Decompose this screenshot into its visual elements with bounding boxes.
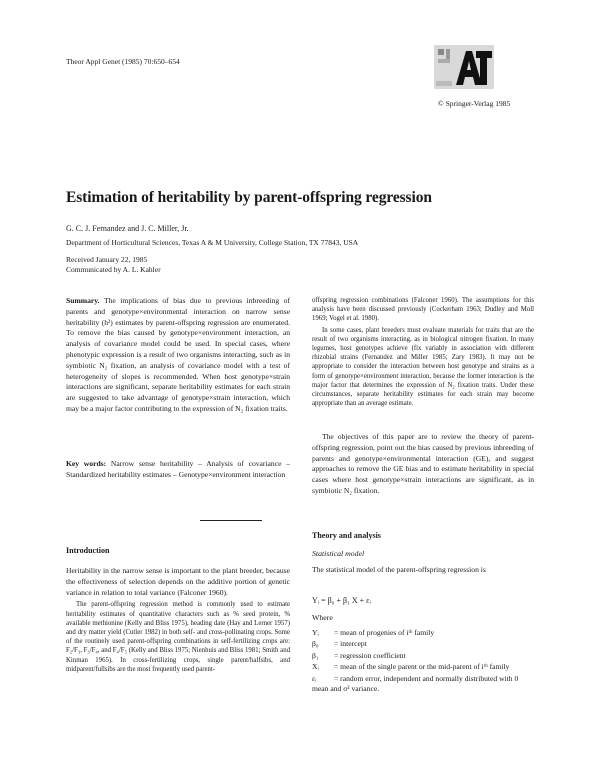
summary-text: The implications of bias due to previous inbreeding of parents and genotype×environmental interaction on narrow sense heritability (h²) estimates by parent-offspring regression are enumerated. To remove the bias caused by genotype×environment interaction, an analysis of covariance model could be used. In special cases, where phenotypic expression is a result of two organisms interacting, such as in symbiotic N₂ fixation, an analysis of covariance model with a test of heterogeneity of slopes is recommended. When host genotype×strain interactions are significant, separate heritability estimates for each strain are suggested to take advantage of genotype×strain interaction, which may be a major factor contributing to the expression of N₂ fixation traits. [66,296,290,413]
tag-logo-icon [432,41,496,93]
journal-logo [432,41,496,93]
journal-reference: Theor Appl Genet (1985) 70:650–654 [66,57,180,66]
introduction-heading: Introduction [66,546,110,555]
affiliation: Department of Horticultural Sciences, Texas A & M University, College Station, TX 77843, USA [66,238,359,247]
article-dates [66,255,161,275]
publisher-line: © Springer-Verlag 1985 [438,99,511,108]
received-date: Received January 22, 1985 [66,255,148,264]
summary-label: Summary. [66,296,100,305]
introduction-body [66,566,290,676]
keywords-block [66,459,290,481]
keywords-text: Narrow sense heritability – Analysis of covariance – Standardized heritability estimates – Genotype×environment interaction [66,459,290,479]
right-column-text [312,296,534,410]
objectives-text [312,432,534,499]
divider-rule [200,520,262,521]
definition-item: β₁ = regression coefficient [312,650,406,660]
definition-item: β₀ = intercept [312,639,367,649]
where-label: Where [312,613,333,622]
definition-item: εᵢ = random error, independent and normally distributed with 0 mean and σ² variance. [312,673,519,694]
theory-heading: Theory and analysis [312,531,381,540]
intro-paragraph-2: The parent-offspring regression method is commonly used to estimate heritability estimates of quantitative characters such as % seed protein, % available methionine (Kelly and Bliss 1975), heading date (Hay and Lerner 1957) and dry matter yield (Cutler 1982) in both self- and cross-pollinating crops. Some of the routinely used parent-offspring combinations in self-fertilizing crops are: F₂/F₃, F₃/F₄, and F₄/F₅ (Kelly and Bliss 1975; Nienhuis and Bliss 1981; Smith and Kinman 1965). In cross-fertilizing crops, single parent/halfsibs, and midparent/fullsibs are the most frequently used parent- [66,601,290,673]
communicated-by: Communicated by A. L. Kahler [66,265,161,274]
objectives-paragraph: The objectives of this paper are to review the theory of parent-offspring regression, point out the bias caused by previous inbreeding of parents and genotype×environmental interaction (GE), and suggest approaches to remove the GE bias and to estimate heritability in special cases where host genotype×strain interactions are significant, as in symbiotic N₂ fixation. [312,432,534,495]
summary-block [66,296,290,415]
statistical-model-subheading: Statistical model [312,549,365,558]
definition-list [312,628,534,695]
model-intro: The statistical model of the parent-offspring regression is [312,565,486,574]
definition-item: Yᵢ = mean of progenies of iᵗʰ family [312,628,435,637]
keywords-label: Key words: [66,459,107,468]
author-list: G. C. J. Fernandez and J. C. Miller, Jr. [66,224,189,233]
right-paragraph-2: In some cases, plant breeders must evaluate materials for traits that are the result of two organisms interacting, as in biological nitrogen fixation. In many legumes, host genotypes achieve (fix variably in association with different rhizobial strains (Fernandez and Miller 1985; Zary 1983). It may not be appropriate to consider the interaction between host genotype and strains as a form of genotype×environment interaction, because the former interaction is the major factor that determines the expression of N₂ fixation traits. Under these circumstances, separate heritability estimates for each strain may become appropriate than an average estimate. [312,326,534,408]
definition-item: Xᵢ = mean of the single parent or the mid-parent of iᵗʰ family [312,662,510,672]
regression-equation: Yᵢ = β₀ + β₁ X + εᵢ [312,596,371,605]
article-title: Estimation of heritability by parent-offspring regression [66,189,432,206]
intro-paragraph-1: Heritability in the narrow sense is important to the plant breeder, because the effectiveness of selection depends on the additive portion of genetic variance in relation to total variance (Falconer 1960). [66,566,290,597]
right-paragraph-1: offspring regression combinations (Falconer 1960). The assumptions for this analysis have been discussed previously (Cockerham 1963; Dudley and Moll 1969; Vogel et al. 1980). [312,297,534,323]
